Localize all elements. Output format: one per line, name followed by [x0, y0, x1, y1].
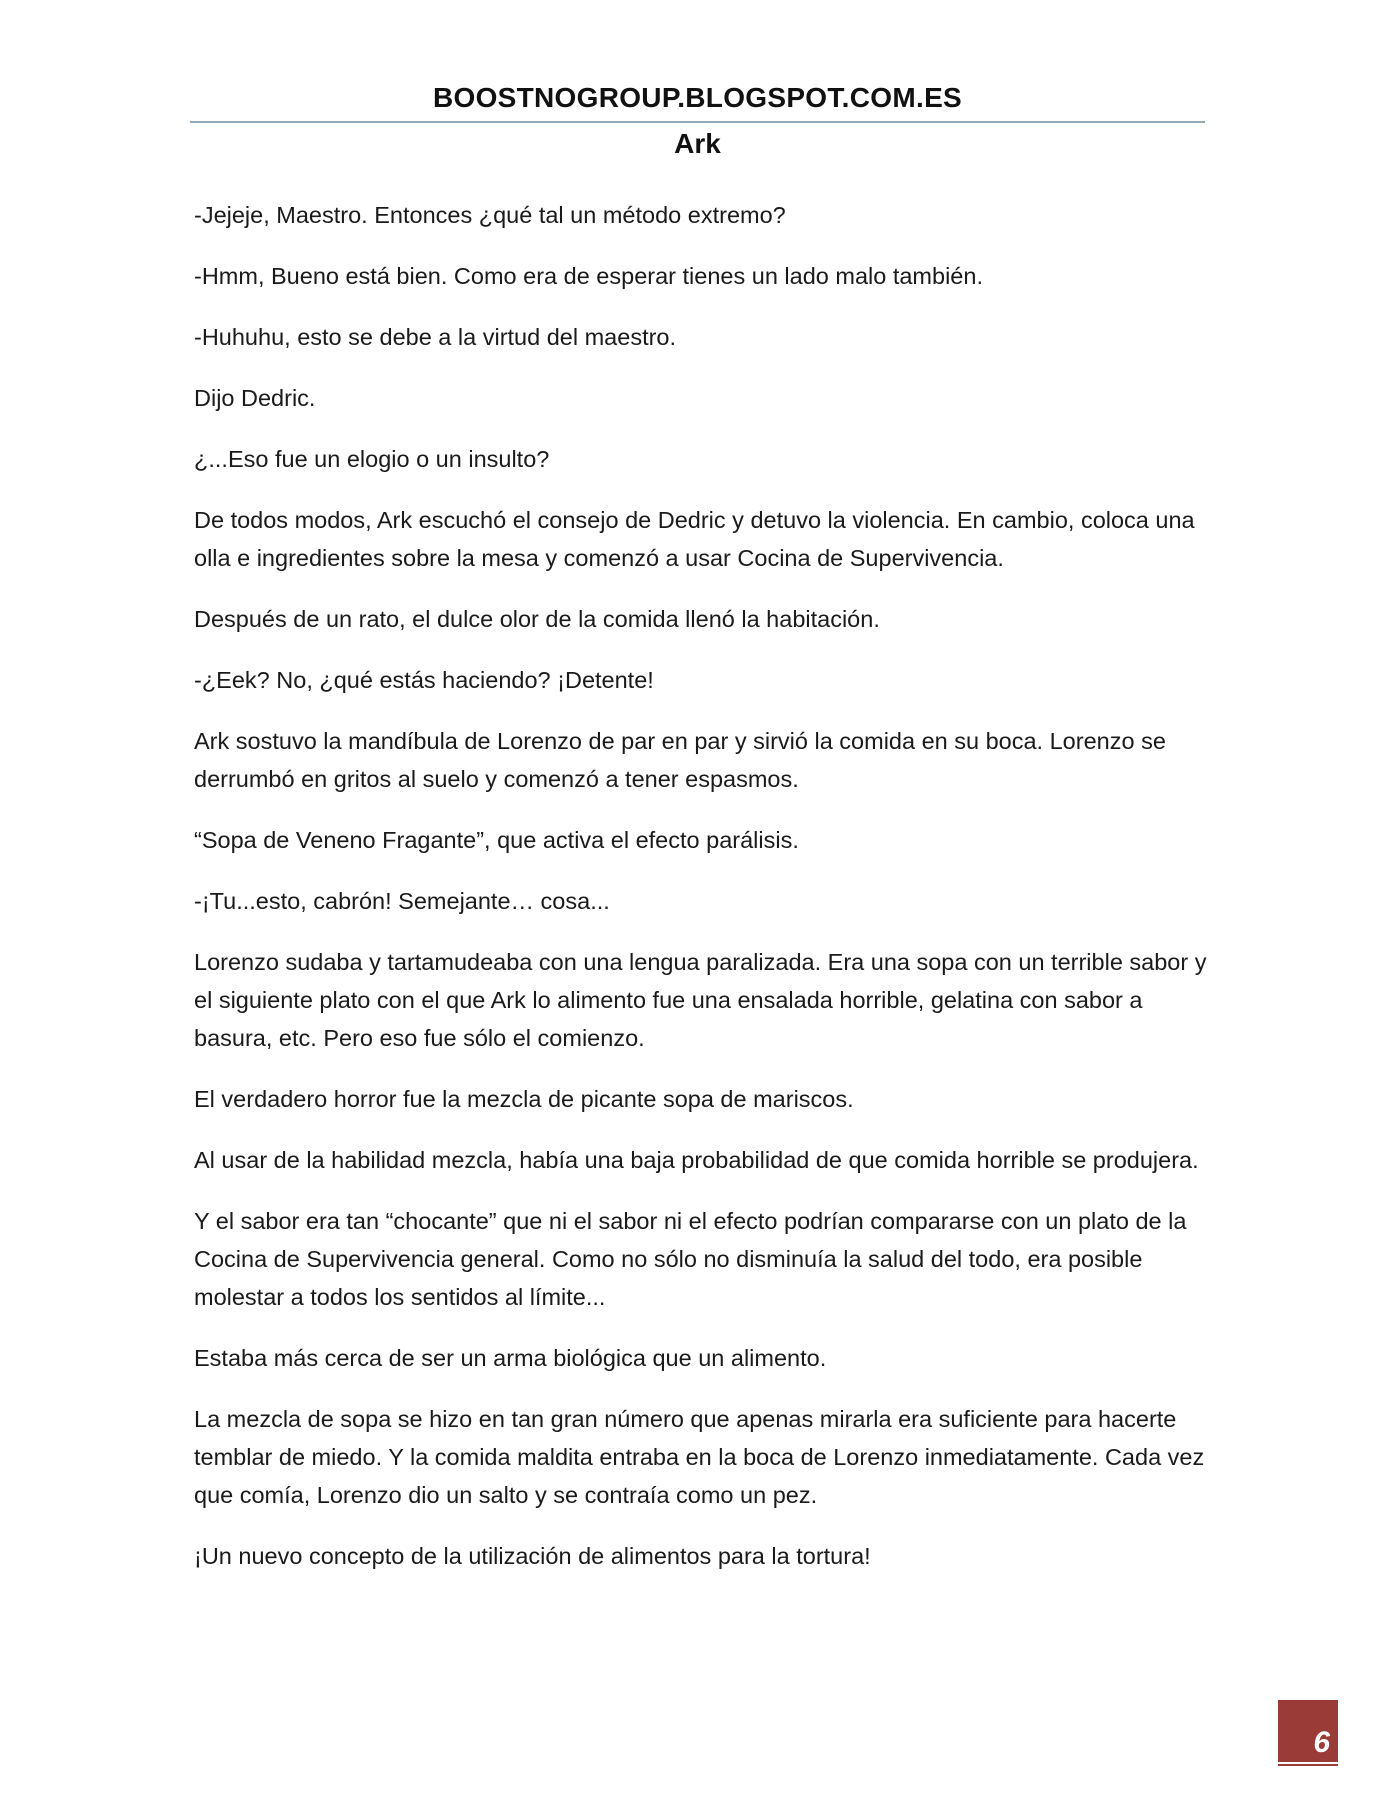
- body-text: [194, 196, 1209, 1598]
- paragraph: Al usar de la habilidad mezcla, había una baja probabilidad de que comida horrible se produjera.: [194, 1147, 1199, 1173]
- paragraph: -Jejeje, Maestro. Entonces ¿qué tal un método extremo?: [194, 202, 786, 228]
- paragraph: La mezcla de sopa se hizo en tan gran número que apenas mirarla era suficiente para hacerte temblar de miedo. Y la comida maldita entraba en la boca de Lorenzo inmediatamente. Cada vez que comía, Lorenzo dio un salto y se contraía como un pez.: [194, 1406, 1205, 1508]
- paragraph: Dijo Dedric.: [194, 385, 316, 411]
- paragraph: -¡Tu...esto, cabrón! Semejante… cosa...: [194, 888, 610, 914]
- page-number: 6: [1313, 1726, 1330, 1759]
- site-header: BOOSTNOGROUP.BLOGSPOT.COM.ES: [432, 82, 963, 113]
- paragraph: Después de un rato, el dulce olor de la comida llenó la habitación.: [194, 606, 880, 632]
- paragraph: -¿Eek? No, ¿qué estás haciendo? ¡Detente!: [194, 667, 654, 693]
- paragraph: De todos modos, Ark escuchó el consejo de Dedric y detuvo la violencia. En cambio, coloca una olla e ingredientes sobre la mesa y comenzó a usar Cocina de Supervivencia.: [194, 507, 1195, 571]
- paragraph: Y el sabor era tan “chocante” que ni el sabor ni el efecto podrían compararse con un plato de la Cocina de Supervivencia general. Como no sólo no disminuía la salud del todo, era posible molestar a todos los sentidos al límite...: [194, 1208, 1187, 1310]
- paragraph: El verdadero horror fue la mezcla de picante sopa de mariscos.: [194, 1086, 854, 1112]
- paragraph: Lorenzo sudaba y tartamudeaba con una lengua paralizada. Era una sopa con un terrible sabor y el siguiente plato con el que Ark lo alimento fue una ensalada horrible, gelatina con sabor a basura, etc. Pero eso fue sólo el comienzo.: [194, 949, 1207, 1051]
- paragraph: -Hmm, Bueno está bien. Como era de esperar tienes un lado malo también.: [194, 263, 983, 289]
- paragraph: ¡Un nuevo concepto de la utilización de alimentos para la tortura!: [194, 1543, 871, 1569]
- page-title: Ark: [674, 128, 721, 159]
- paragraph: Estaba más cerca de ser un arma biológica que un alimento.: [194, 1345, 827, 1371]
- page-number-badge: [1278, 1700, 1338, 1766]
- paragraph: -Huhuhu, esto se debe a la virtud del maestro.: [194, 324, 677, 350]
- paragraph: “Sopa de Veneno Fragante”, que activa el efecto parálisis.: [194, 827, 799, 853]
- paragraph: Ark sostuvo la mandíbula de Lorenzo de par en par y sirvió la comida en su boca. Lorenzo se derrumbó en gritos al suelo y comenzó a tener espasmos.: [194, 728, 1166, 792]
- header-divider: [190, 121, 1205, 123]
- page-number-underline: [1278, 1762, 1338, 1764]
- paragraph: ¿...Eso fue un elogio o un insulto?: [194, 446, 550, 472]
